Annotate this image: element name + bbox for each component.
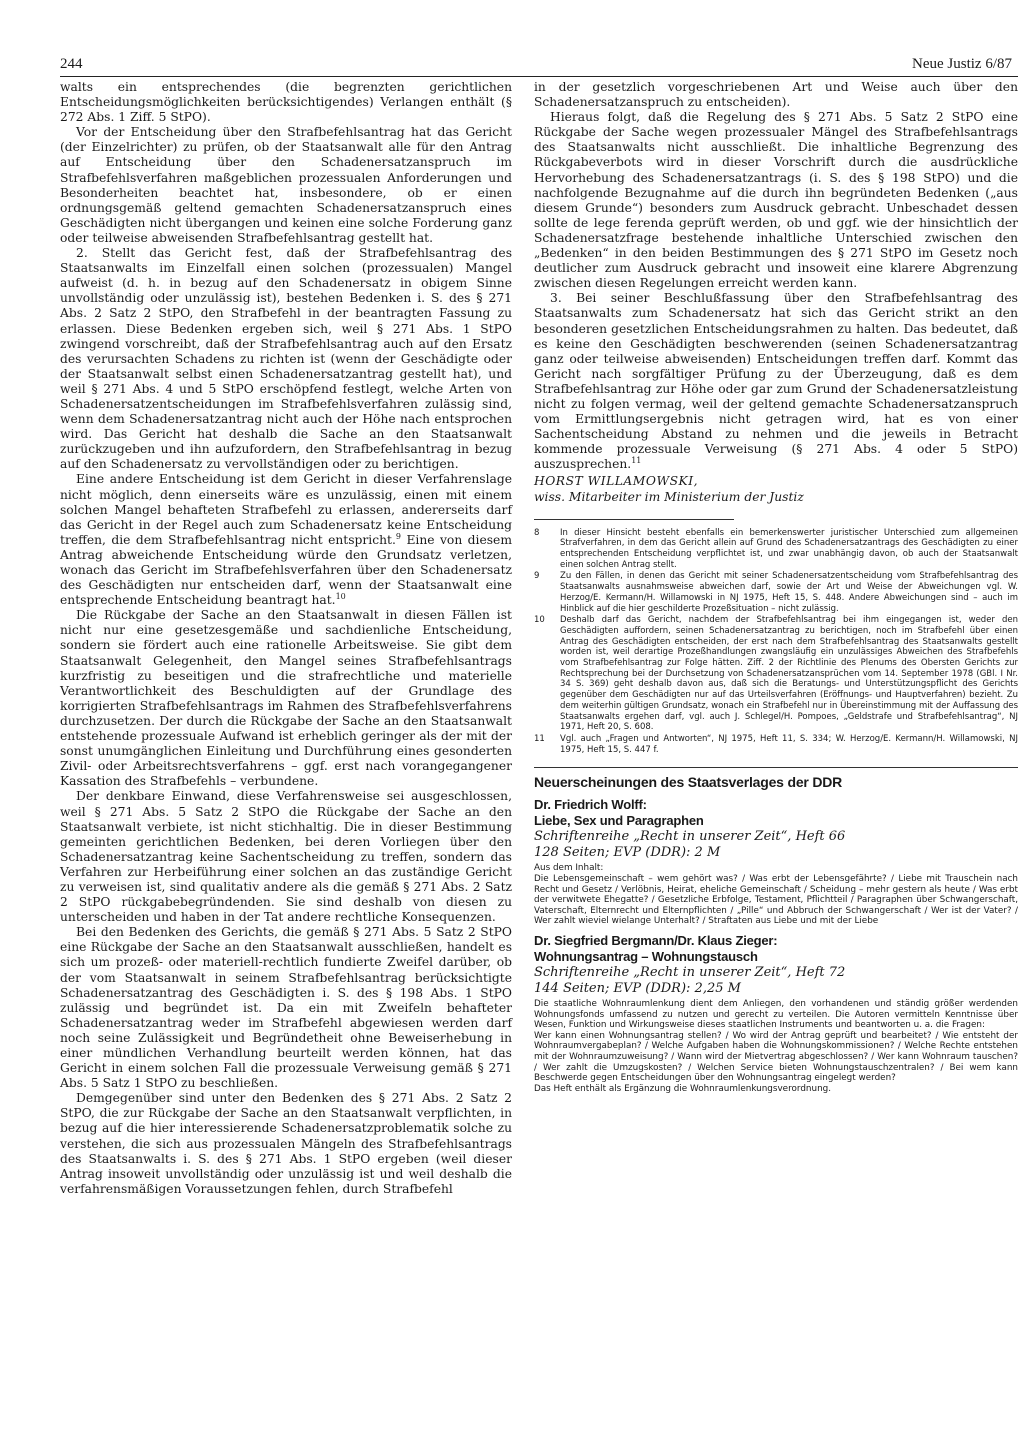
paragraph <box>534 291 1018 472</box>
paragraph <box>60 472 512 608</box>
journal-issue: Neue Justiz 6/87 <box>912 56 1012 72</box>
paragraph: Der denkbare Einwand, diese Verfahrensweise sei ausgeschlossen, weil § 271 Abs. 5 Satz 2 StPO die Rückgabe der Sache an den Staatsanwalt verbiete, ist nicht stichhaltig. Die in dieser Bestimmung gemeinten gerichtlichen Bedenken, bei deren Vorliegen über den Schadenersatzantrag keine Sachentscheidung zu treffen, sondern das Verfahren zur Herbeiführung einer solchen an das zuständige Gericht zu verweisen ist, sind qualitativ andere als die gemäß § 271 Abs. 2 Satz 2 StPO rückgabebegründenden. Sie sind deshalb von diesen zu unterscheiden und haben in der Tat andere rechtliche Konsequenzen. <box>60 789 512 925</box>
book-author: Dr. Friedrich Wolff: <box>534 797 647 813</box>
footnote <box>534 615 1018 733</box>
paragraph-text: Eine von diesem Antrag abweichende Entscheidung würde den Grundsatz verletzen, wonach das Gericht im Strafbefehlsverfahren über den Schadenersatz des Geschädigten nur entscheiden darf, wenn der Staatsanwalt eine entsprechende Entscheidung beantragt hat. <box>60 532 512 608</box>
footnote-ref: 9 <box>395 531 401 541</box>
paragraph: in der gesetzlich vorgeschriebenen Art und Weise auch über den Schadenersatzanspruch zu entscheiden). <box>534 80 1018 110</box>
footnote-number: 10 <box>534 615 545 626</box>
author-affiliation: wiss. Mitarbeiter im Ministerium der Justiz <box>534 489 804 504</box>
footnote-number: 11 <box>534 733 545 744</box>
paragraph: walts ein entsprechendes (die begrenzten gerichtlichen Entscheidungsmöglichkeiten berücksichtigendes) Verlangen enthält (§ 272 Abs. 1 Ziff. 5 StPO). <box>60 80 512 125</box>
footnote-number: 8 <box>534 527 540 538</box>
page-header <box>60 54 1018 77</box>
new-releases-heading: Neuerscheinungen des Staatsverlages der DDR <box>534 774 843 791</box>
footnote-text: In dieser Hinsicht besteht ebenfalls ein bemerkenswerter juristischer Unterschied zum allgemeinen Strafverfahren, in dem das Gericht allein auf Grund des Schadenersatzantrags des Geschädigten zu einer entsprechenden Entscheidung verpflichtet ist, und zwar unabhängig davon, ob auch der Staatsanwalt einen solchen Antrag stellt. <box>560 527 1018 570</box>
paragraph-text: 3. Bei seiner Beschlußfassung über den Strafbefehlsantrag des Staatsanwalts zum Schadenersatz hat sich das Gericht strikt an den besonderen gesetzlichen Entscheidungsrahmen zu halten. Das bedeutet, daß es keine den Geschädigten beschwerenden (seinen Schadenersatzantrag ganz oder teilweise abweisenden) Entscheidungen treffen darf. Kommt das Gericht nach sorgfältiger Prüfung zu der Überzeugung, daß es dem Strafbefehlsantrag zur Höhe oder gar zum Grund der Schadenersatzleistung nicht zu folgen vermag, weil der geltend gemachte Schadenersatzanspruch vom Ermittlungsergebnis nicht getragen wird, hat es von einer Sachentscheidung Abstand zu nehmen und die jeweils in Betracht kommende prozessuale Verweisung (§ 271 Abs. 4 oder 5 StPO) auszusprechen. <box>534 291 1018 472</box>
paragraph: Die Rückgabe der Sache an den Staatsanwalt in diesen Fällen ist nicht nur eine gesetzesgemäße und sachdienliche Entscheidung, sondern sie fördert auch eine rationelle Arbeitsweise. Sie gibt dem Staatsanwalt Gelegenheit, den Mangel seines Strafbefehlsantrags kurzfristig zu beseitigen und die strafrechtliche und materielle Verantwortlichkeit des Beschuldigten auf der Grundlage des korrigierten Strafbefehlsantrags im Rahmen des Strafbefehlsverfahrens durchzusetzen. Der durch die Rückgabe der Sache an den Staatsanwalt entstehende prozessuale Aufwand ist erheblich geringer als der mit der sonst unumgänglichen Einleitung und Durchführung eines gesonderten Zivil- oder Arbeitsrechtsverfahrens – ggf. erst nach vorangegangener Kassation des Strafbefehls – verbundene. <box>60 608 512 789</box>
book-description <box>534 863 1018 927</box>
book-pages-price: 144 Seiten; EVP (DDR): 2,25 M <box>534 980 741 996</box>
book-series: Schriftenreihe „Recht in unserer Zeit“, Heft 72 <box>534 964 846 980</box>
author-signature <box>534 474 1018 504</box>
section-divider <box>534 767 1018 768</box>
paragraph: 2. Stellt das Gericht fest, daß der Strafbefehlsantrag des Staatsanwalts im Einzelfall einen solchen (prozessualen) Mangel aufweist (d. h. in bezug auf den Schadenersatz in obigem Sinne unvollständig oder unzulässig ist), bestehen Bedenken i. S. des § 271 Abs. 2 Satz 2 StPO, den Strafbefehl in der beantragten Fassung zu erlassen. Diese Bedenken ergeben sich, weil § 271 Abs. 1 StPO zwingend vorschreibt, daß der Strafbefehlsantrag auch auf den Ersatz des verursachten Schadens zu richten ist (wenn der Geschädigte oder der Staatsanwalt selbst einen Schadenersatzantrag gestellt hat), und weil § 271 Abs. 4 und 5 StPO erschöpfend festlegt, welche Arten von Schadenersatzentscheidungen im Strafbefehlsverfahren zulässig sind, wenn dem Schadenersatzantrag nicht auch der Höhe nach entsprochen wird. Das Gericht hat deshalb die Sache an den Staatsanwalt zurückzugeben und ihn aufzufordern, den Strafbefehlsantrag in bezug auf den Schadenersatz zu vervollständigen oder zu berichtigen. <box>60 246 512 472</box>
footnote <box>534 571 1018 614</box>
book-series: Schriftenreihe „Recht in unserer Zeit“, Heft 66 <box>534 829 846 845</box>
book-description-intro: Aus dem Inhalt: <box>534 863 604 874</box>
footnote-text: Vgl. auch „Fragen und Antworten“, NJ 1975, Heft 11, S. 334; W. Herzog/E. Kermann/H. Willamowski, NJ 1975, Heft 15, S. 447 f. <box>560 733 1018 755</box>
book-description-topics: Die Lebensgemeinschaft – wem gehört was? / Was erbt der Lebensgefährte? / Liebe mit Trauschein nach Recht und Gesetz / Verlöbnis, Heirat, eheliche Gemeinschaft / Scheidung – mehr gestern als heute / Was erbt der verwitwete Ehegatte? / Gesetzliche Erbfolge, Testament, Pflichtteil / Paragraphen über Schwangerschaft, Vaterschaft, Elternrecht und Elternpflichten / „Pille“ und Abbruch der Schwangerschaft / Wer ist der Vater? / Wer zahlt wieviel wielange Unterhalt? / Straftaten aus Liebe und mit der Liebe <box>534 873 1018 927</box>
footnotes <box>534 528 1018 756</box>
paragraph-text: Eine andere Entscheidung ist dem Gericht in dieser Verfahrenslage nicht möglich, denn einerseits wäre es unzulässig, einen mit einem solchen Mangel behafteten Strafbefehl zu erlassen, andererseits darf das Gericht in der Regel auch zum Schadenersatz keine Entscheidung treffen, die dem Strafbefehlsantrag nicht entspricht. <box>60 472 512 547</box>
book-entry <box>534 797 1018 927</box>
left-column <box>60 80 512 1197</box>
footnote <box>534 528 1018 571</box>
page-number: 244 <box>60 56 83 72</box>
footnote-divider <box>534 519 734 520</box>
footnote-text: Deshalb darf das Gericht, nachdem der Strafbefehlsantrag bei ihm eingegangen ist, weder den Geschädigten auffordern, seinen Schadenersatzantrag zu berichtigen, noch im Strafbefehl über einen Antrag des Geschädigten entscheiden, der erst nach dem Strafbefehlsantrag des Staatsanwalts gestellt worden ist, weil derartige Prozeßhandlungen zwangsläufig ein unzulässiges Abweichen des Strafbefehls vom Strafbefehlsantrag zur Folge hätten. Ziff. 2 der Richtlinie des Plenums des Obersten Gerichts zur Rechtsprechung bei der Durchsetzung von Schadenersatzansprüchen vom 14. September 1978 (GBl. I Nr. 34 S. 369) geht deshalb davon aus, daß sich die Beratungs- und Unterstützungspflicht des Gerichts gegenüber dem Geschädigten nur auf das Urteilsverfahren (Eröffnungs- und Hauptverfahren) bezieht. Zu dem weiterhin gültigen Grundsatz, wonach ein Strafbefehl nur in Übereinstimmung mit der Auffassung des Staatsanwalts ergehen darf, vgl. auch J. Schlegel/H. Pompoes, „Geldstrafe und Strafbefehlsantrag“, NJ 1971, Heft 20, S. 608. <box>560 615 1018 733</box>
book-description-note: Das Heft enthält als Ergänzung die Wohnraumlenkungsverordnung. <box>534 1083 832 1094</box>
paragraph: Hieraus folgt, daß die Regelung des § 271 Abs. 5 Satz 2 StPO eine Rückgabe der Sache wegen prozessualer Mängel des Strafbefehlsantrags des Staatsanwalts nicht ausschließt. Die inhaltliche Begrenzung des Rückgabeverbots wird in dieser Vorschrift durch die ausdrückliche Hervorhebung des Schadenersatzantrags (i. S. des § 198 StPO) und die nachfolgende Bezugnahme auf die durch ihn begründeten Bedenken („aus diesem Grunde“) besonders zum Ausdruck gebracht. Unbeschadet dessen sollte de lege ferenda geprüft werden, ob und ggf. wie der hinsichtlich der Schadenersatzfrage bestehende inhaltliche Unterschied zwischen den „Bedenken“ in den beiden Bestimmungen des § 271 StPO im Gesetz noch deutlicher zum Ausdruck gebracht und insoweit eine klarere Abgrenzung zwischen diesen Regelungen erreicht werden kann. <box>534 110 1018 291</box>
new-releases-section <box>534 773 1018 1094</box>
book-description <box>534 999 1018 1094</box>
author-name: HORST WILLAMOWSKI, <box>534 474 698 489</box>
book-author: Dr. Siegfried Bergmann/Dr. Klaus Zieger: <box>534 932 778 948</box>
book-title: Liebe, Sex und Paragraphen <box>534 813 704 829</box>
paragraph: Bei den Bedenken des Gerichts, die gemäß § 271 Abs. 5 Satz 2 StPO eine Rückgabe der Sache an den Staatsanwalt ausschließen, handelt es sich um prozeß- oder materiell-rechtlich fundierte Zweifel darüber, ob der vom Staatsanwalt in seinem Strafbefehlsantrag berücksichtigte Schadenersatzantrag des Geschädigten i. S. des § 198 Abs. 1 StPO zulässig und begründet ist. Da ein mit Zweifeln behafteter Schadenersatzantrag weder im Strafbefehl abgewiesen werden darf noch seine Zulässigkeit und Begründetheit ohne Beweiserhebung in einer mündlichen Verhandlung beurteilt werden können, hat das Gericht in einem solchen Fall die prozessuale Verweisung gemäß § 271 Abs. 5 Satz 1 StPO zu beschließen. <box>60 925 512 1091</box>
book-description-intro: Die staatliche Wohnraumlenkung dient dem Anliegen, den vorhandenen und ständig größer werdenden Wohnungsfonds umfassend zu nutzen und gerecht zu verteilen. Die Autoren vermitteln Kenntnisse über Wesen, Funktion und Wirkungsweise dieses staatlichen Instruments und beantworten u. a. die Fragen: <box>534 998 1018 1031</box>
paragraph: Demgegenüber sind unter den Bedenken des § 271 Abs. 2 Satz 2 StPO, die zur Rückgabe der Sache an den Staatsanwalt verpflichten, in bezug auf die hier interessierende Schadenersatzproblematik solche zu verstehen, die sich aus prozessualen Mängeln des Strafbefehlsantrags des Staatsanwalts i. S. des § 271 Abs. 1 StPO ergeben (weil dieser Antrag insoweit unvollständig oder unzulässig ist und weil deshalb die verfahrensmäßigen Voraussetzungen fehlen, durch Strafbefehl <box>60 1091 512 1196</box>
footnote-text: Zu den Fällen, in denen das Gericht mit seiner Schadenersatzentscheidung vom Strafbefehlsantrag des Staatsanwalts ausnahmsweise abweichen darf, sowie der Art und Weise der Abweichungen vgl. W. Herzog/E. Kermann/H. Willamowski in NJ 1975, Heft 15, S. 448. Andere Abweichungen sind – auch im Hinblick auf die hier geschilderte Prozeßsituation – nicht zulässig. <box>560 571 1018 614</box>
book-entry <box>534 933 1018 1094</box>
book-pages-price: 128 Seiten; EVP (DDR): 2 M <box>534 845 721 861</box>
footnote <box>534 734 1018 755</box>
paragraph: Vor der Entscheidung über den Strafbefehlsantrag hat das Gericht (der Einzelrichter) zu prüfen, ob der Staatsanwalt alle für den Antrag auf Entscheidung über den Schadenersatzanspruch im Strafbefehlsverfahren maßgeblichen prozessualen Anforderungen und Besonderheiten beachtet hat, insbesondere, ob er einen ordnungsgemäß geltend gemachten Schadenersatzanspruch eines Geschädigten nicht übergangen und keinen eine solche Forderung ganz oder teilweise abweisenden Strafbefehlsantrag gestellt hat. <box>60 125 512 245</box>
book-title: Wohnungsantrag – Wohnungstausch <box>534 948 758 964</box>
footnote-ref: 10 <box>335 592 346 602</box>
right-column <box>534 80 1018 1094</box>
footnote-ref: 11 <box>631 456 642 466</box>
footnote-number: 9 <box>534 571 540 582</box>
book-description-topics: Wer kann einen Wohnungsantrag stellen? / Wo wird der Antrag geprüft und bearbeitet? / Wie entsteht der Wohnraumvergabeplan? / Welche Aufgaben haben die Wohnungskommissionen? / Welche Rechte entstehen mit der Wohnraumzuweisung? / Wann wird der Mietvertrag abgeschlossen? / Wer kann Wohnraum tauschen? / Wer zahlt die Umzugskosten? / Welchen Service bieten Wohnungstauschzentralen? / Bei wem kann Beschwerde gegen Entscheidungen über den Wohnungsantrag eingelegt werden? <box>534 1030 1018 1084</box>
